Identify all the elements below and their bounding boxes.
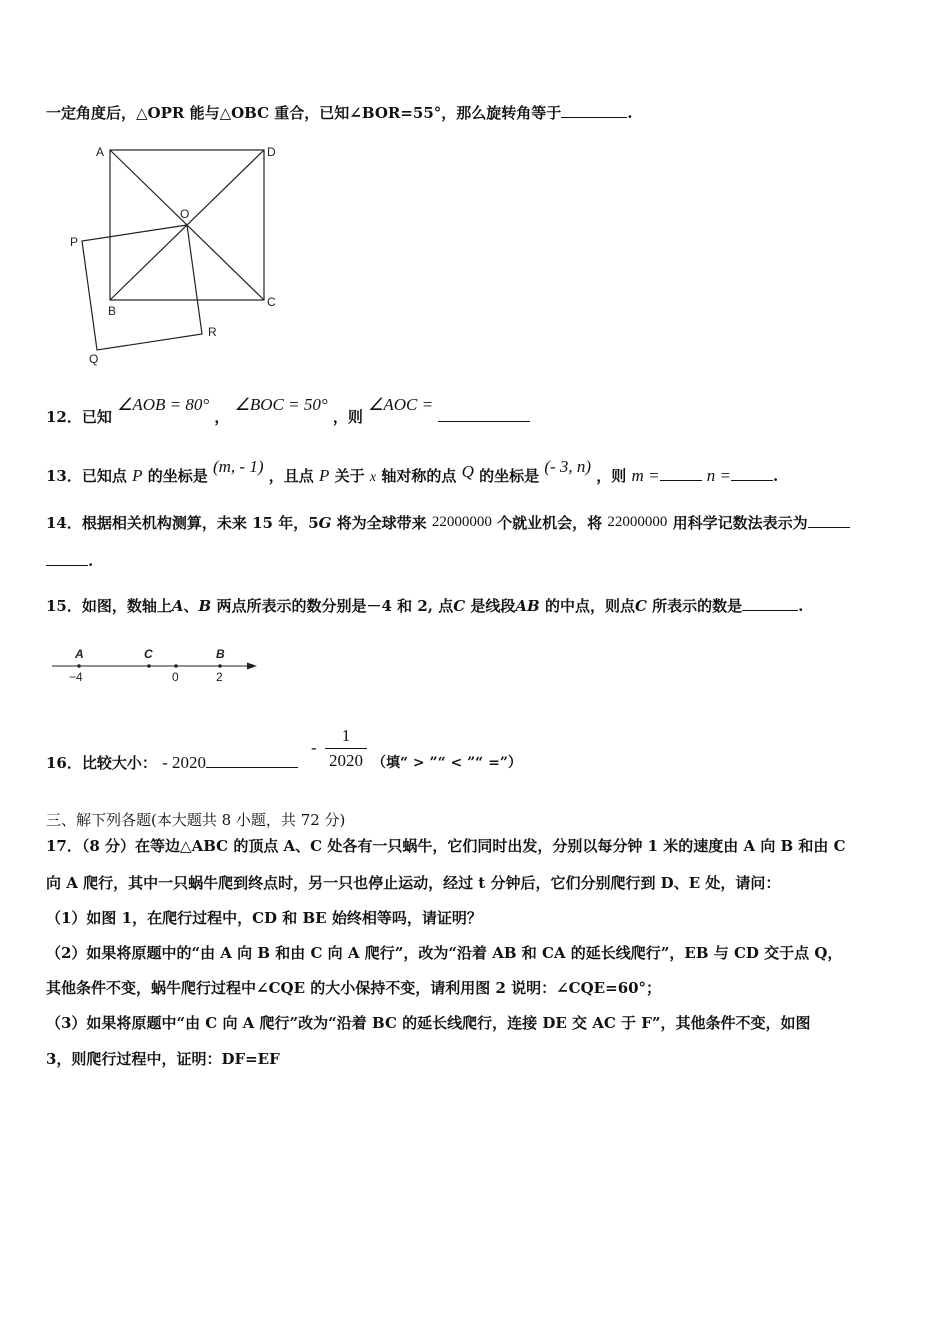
point-c [147,664,151,668]
q13-number: 13．已知点 [46,467,127,485]
question-13 [46,457,779,488]
question-16 [46,753,298,773]
q15-text-b: 两点所表示的数分别是－4 和 2, 点 [211,597,454,615]
q14-mid: 将为全球带来 [331,514,427,532]
q13-coord-text: 的坐标是 [147,467,208,485]
label-c: C [267,295,276,309]
q12-angle-aob: ∠AOB = 80° [117,395,210,414]
label-o: O [180,207,190,221]
label-p: P [70,235,79,249]
section-3-title: 三、解下列各题(本大题共 8 小题，共 72 分) [46,811,346,829]
point-a [77,664,81,668]
q14-value-2: 22000000 [607,514,668,530]
number-line [44,644,264,686]
q14-end: 用科学记数法表示为 [672,514,808,532]
intro-line [46,103,633,123]
q15-answer-blank [742,596,798,611]
label-b: B [108,304,117,318]
q17-part-1: （1）如图 1，在爬行过程中，CD 和 BE 始终相等吗，请证明？ [46,909,482,927]
q16-minus: - [311,738,317,757]
q16-fraction [325,726,367,771]
q14-end2: . [88,552,94,570]
q13-q: Q [461,462,474,481]
q15-c2: C [634,597,647,615]
question-14-cont [46,551,93,571]
q15-text-e: 所表示的数是 [646,597,743,615]
q12-answer-blank [438,407,530,422]
q15-end: . [798,597,804,615]
label-a: A [96,145,105,159]
q15-ab: AB [515,597,540,615]
square-opqr [82,225,202,350]
q14-value-1: 22000000 [431,514,492,530]
q13-p: P [132,466,143,485]
q13-m-blank [660,466,702,481]
q17-line-1: 17．（8 分）在等边△ABC 的顶点 A、C 处各有一只蜗牛，它们同时出发，分别以每分钟 1 米的速度由 A 向 B 和由 C [46,837,846,855]
label-q: Q [89,352,99,366]
q16-hint: （填“ > ”“ < ”“ =”） [372,755,522,771]
tick-0: 0 [172,670,179,684]
intro-text: 一定角度后，△OPR 能与△OBC 重合，已知∠BOR=55°，那么旋转角等于 [46,104,562,122]
q17-part-3b: 3，则爬行过程中，证明：DF=EF [46,1050,280,1068]
q14-answer-blank-a [808,513,850,528]
q14-mid2: 个就业机会，将 [497,514,603,532]
q13-n-eq: n = [706,466,732,485]
q16-fraction-bar [325,748,367,749]
q14-number: 14．根据相关机构测算，未来 15 年，5 [46,514,319,532]
label-point-b: B [216,647,225,661]
q15-c: C [453,597,466,615]
q15-text-c: 是线段 [465,597,516,615]
q15-text-a: 15．如图，数轴上 [46,597,172,615]
question-12 [46,395,530,427]
q13-then: ，则 [596,467,627,485]
q17-part-2a: （2）如果将原题中的“由 A 向 B 和由 C 向 A 爬行”，改为“沿着 AB 和 CA 的延长线爬行”，EB 与 CD 交于点 Q， [46,944,843,962]
q17-part-3a: （3）如果将原题中“由 C 向 A 爬行”改为“沿着 BC 的延长线爬行，连接 DE 交 AC 于 F”，其他条件不变，如图 [46,1014,811,1032]
intro-end: . [627,104,633,122]
label-d: D [267,145,276,159]
tick-2: 2 [216,670,223,684]
q13-q-coord: (- 3, n) [544,457,592,476]
q12-number: 12．已知 [46,408,112,426]
q13-p-coord: (m, - 1) [212,457,264,476]
q12-angle-aoc: ∠AOC = [368,395,434,414]
q13-n-blank [731,466,773,481]
q12-then: ，则 [332,408,363,426]
q13-axis: 轴对称的点 [381,467,457,485]
label-point-c: C [144,647,153,661]
q17-line-2: 向 A 爬行，其中一只蜗牛爬到终点时，另一只也停止运动，经过 t 分钟后，它们分别爬行到 D、E 处，请问： [46,874,781,892]
q13-m-eq: m = [631,466,660,485]
q12-sep: ， [214,408,230,426]
q13-end: . [773,467,779,485]
tick-minus-4: −4 [69,670,83,684]
number-line-arrow [247,663,257,670]
q15-b: B [198,597,212,615]
label-r: R [208,325,217,339]
q13-p2: P [318,466,330,485]
q15-text-d: 的中点，则点 [539,597,635,615]
q16-fraction-denominator: 2020 [329,751,363,770]
point-b [218,664,222,668]
answer-blank [561,103,627,118]
rotation-figure [60,138,276,373]
q15-a: A [171,597,184,615]
q16-answer-blank [206,753,298,768]
q13-coord-text2: 的坐标是 [479,467,540,485]
q12-angle-boc: ∠BOC = 50° [234,395,328,414]
question-14 [46,513,850,534]
q13-and: ，且点 [268,467,314,485]
q16-number: 16．比较大小： [46,754,157,772]
q13-x: x [369,470,377,485]
point-origin [174,664,178,668]
q14-answer-blank-b [46,551,88,566]
q13-about: 关于 [334,467,365,485]
question-15 [46,596,803,616]
q17-part-2b: 其他条件不变，蜗牛爬行过程中∠CQE 的大小保持不变，请利用图 2 说明：∠CQE=60°； [46,979,662,997]
q16-fraction-numerator: 1 [341,726,351,745]
q14-g: G [318,514,332,532]
q16-left-value: - 2020 [162,753,207,772]
q15-sep: 、 [183,597,199,615]
label-point-a: A [75,647,84,661]
